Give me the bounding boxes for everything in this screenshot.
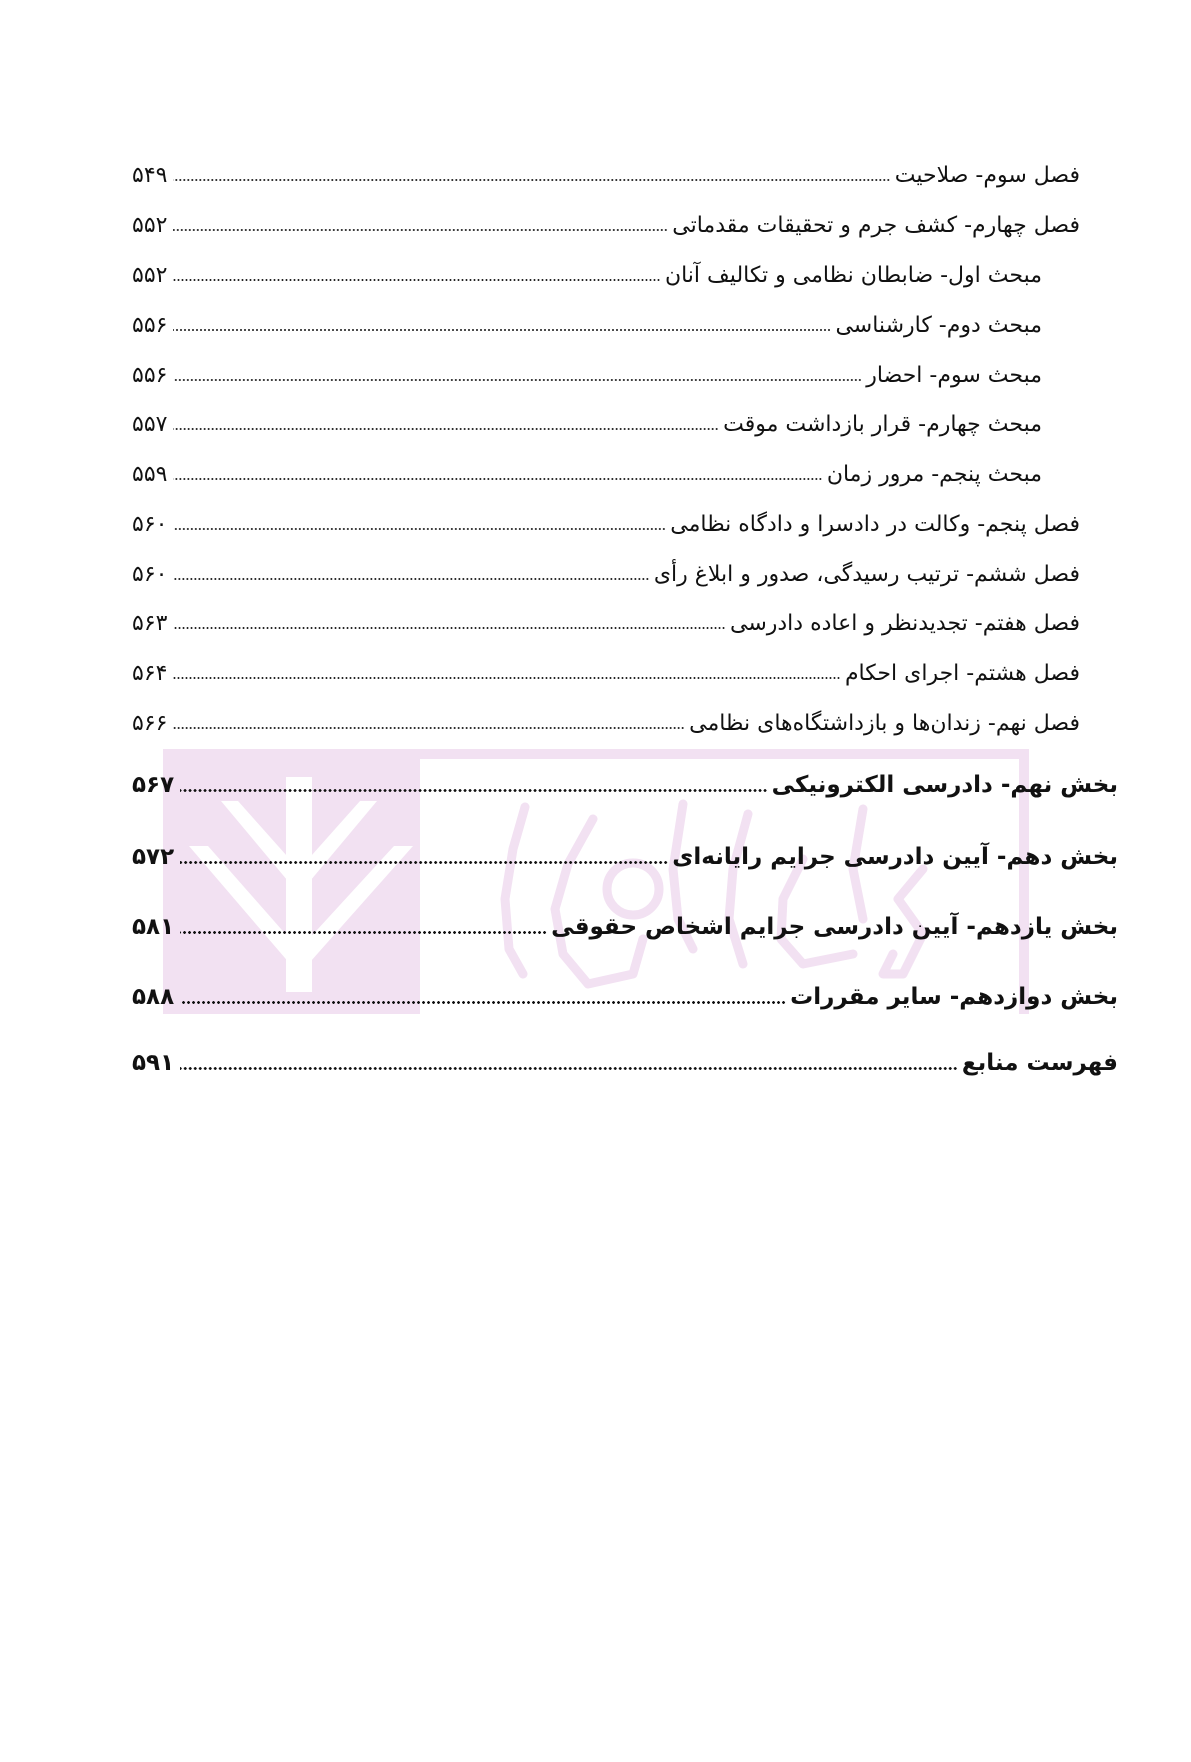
toc-entry-page: ۵۵۶: [132, 312, 168, 338]
toc-entry-page: ۵۴۹: [132, 162, 168, 188]
toc-entry-title: بخش دهم- آیین دادرسی جرایم رایانه‌ای: [672, 844, 1118, 870]
toc-entry[interactable]: [132, 765, 1118, 805]
toc-entry-page: ۵۸۸: [132, 984, 175, 1010]
dot-leader: [173, 677, 840, 679]
toc-entry[interactable]: [132, 907, 1118, 947]
toc-entry[interactable]: [132, 155, 1080, 195]
toc-entry-page: ۵۶۳: [132, 610, 168, 636]
toc-entry-page: ۵۵۷: [132, 411, 168, 437]
toc-entry[interactable]: [132, 205, 1080, 245]
dot-leader: [173, 329, 831, 331]
toc-entry[interactable]: [132, 554, 1080, 594]
toc-entry-title: بخش یازدهم- آیین دادرسی جرایم اشخاص حقوقی: [551, 914, 1118, 940]
dot-leader: [173, 229, 668, 231]
dot-leader: [180, 789, 768, 792]
toc-entry-title: مبحث اول- ضابطان نظامی و تکالیف آنان: [664, 262, 1042, 288]
toc-entry-title: فصل ششم- ترتیب رسیدگی، صدور و ابلاغ رأی: [653, 561, 1080, 587]
toc-entry-page: ۵۶۰: [132, 511, 168, 537]
toc-entry[interactable]: [132, 603, 1080, 643]
toc-entry[interactable]: [132, 504, 1080, 544]
toc-entry-page: ۵۵۹: [132, 461, 168, 487]
dot-leader: [173, 279, 660, 281]
toc-entry-title: مبحث چهارم- قرار بازداشت موقت: [723, 411, 1042, 437]
toc-entry-title: فصل سوم- صلاحیت: [894, 162, 1080, 188]
dot-leader: [180, 931, 547, 934]
toc-entry[interactable]: [132, 404, 1042, 444]
toc-entry-page: ۵۵۲: [132, 262, 168, 288]
toc-entry-title: فصل هفتم- تجدیدنظر و اعاده دادرسی: [729, 610, 1080, 636]
toc-entry-page: ۵۶۶: [132, 710, 168, 736]
toc-entry-title: فصل چهارم- کشف جرم و تحقیقات مقدماتی: [672, 212, 1080, 238]
dot-leader: [173, 428, 719, 430]
dot-leader: [173, 727, 685, 729]
toc-entry-page: ۵۶۴: [132, 660, 168, 686]
dot-leader: [180, 861, 668, 864]
toc-entry-title: فصل نهم- زندان‌ها و بازداشتگاه‌های نظامی: [689, 710, 1080, 736]
toc-entry-page: ۵۶۰: [132, 561, 168, 587]
dot-leader: [180, 1001, 786, 1004]
toc-entry-title: مبحث سوم- احضار: [866, 362, 1042, 388]
toc-entry[interactable]: [132, 703, 1080, 743]
toc-entry-page: ۵۷۲: [132, 844, 175, 870]
dot-leader: [173, 578, 649, 580]
toc-entry-page: ۵۵۲: [132, 212, 168, 238]
toc-entry[interactable]: [132, 653, 1080, 693]
dot-leader: [173, 478, 822, 480]
dot-leader: [180, 1067, 958, 1070]
toc-entry-page: ۵۶۷: [132, 772, 175, 798]
toc-entry[interactable]: [132, 355, 1042, 395]
toc-entry-page: ۵۹۱: [132, 1050, 175, 1076]
toc-entry-title: بخش نهم- دادرسی الکترونیکی: [771, 772, 1118, 798]
toc-entry-page: ۵۵۶: [132, 362, 168, 388]
dot-leader: [173, 379, 862, 381]
dot-leader: [173, 179, 890, 181]
toc-entry-title: فهرست منابع: [961, 1050, 1118, 1076]
toc-entry[interactable]: [132, 305, 1042, 345]
toc-entry[interactable]: [132, 977, 1118, 1017]
toc-entry[interactable]: [132, 454, 1042, 494]
toc-entry-title: فصل هشتم- اجرای احکام: [844, 660, 1080, 686]
toc-entry-title: بخش دوازدهم- سایر مقررات: [790, 984, 1118, 1010]
dot-leader: [173, 528, 666, 530]
dot-leader: [173, 627, 726, 629]
toc-entry[interactable]: [132, 1043, 1118, 1083]
toc-entry-page: ۵۸۱: [132, 914, 175, 940]
toc-entry-title: مبحث پنجم- مرور زمان: [826, 461, 1042, 487]
toc-entry-title: مبحث دوم- کارشناسی: [835, 312, 1042, 338]
toc-entry[interactable]: [132, 837, 1118, 877]
toc-entry[interactable]: [132, 255, 1042, 295]
toc-entry-title: فصل پنجم- وکالت در دادسرا و دادگاه نظامی: [670, 511, 1080, 537]
